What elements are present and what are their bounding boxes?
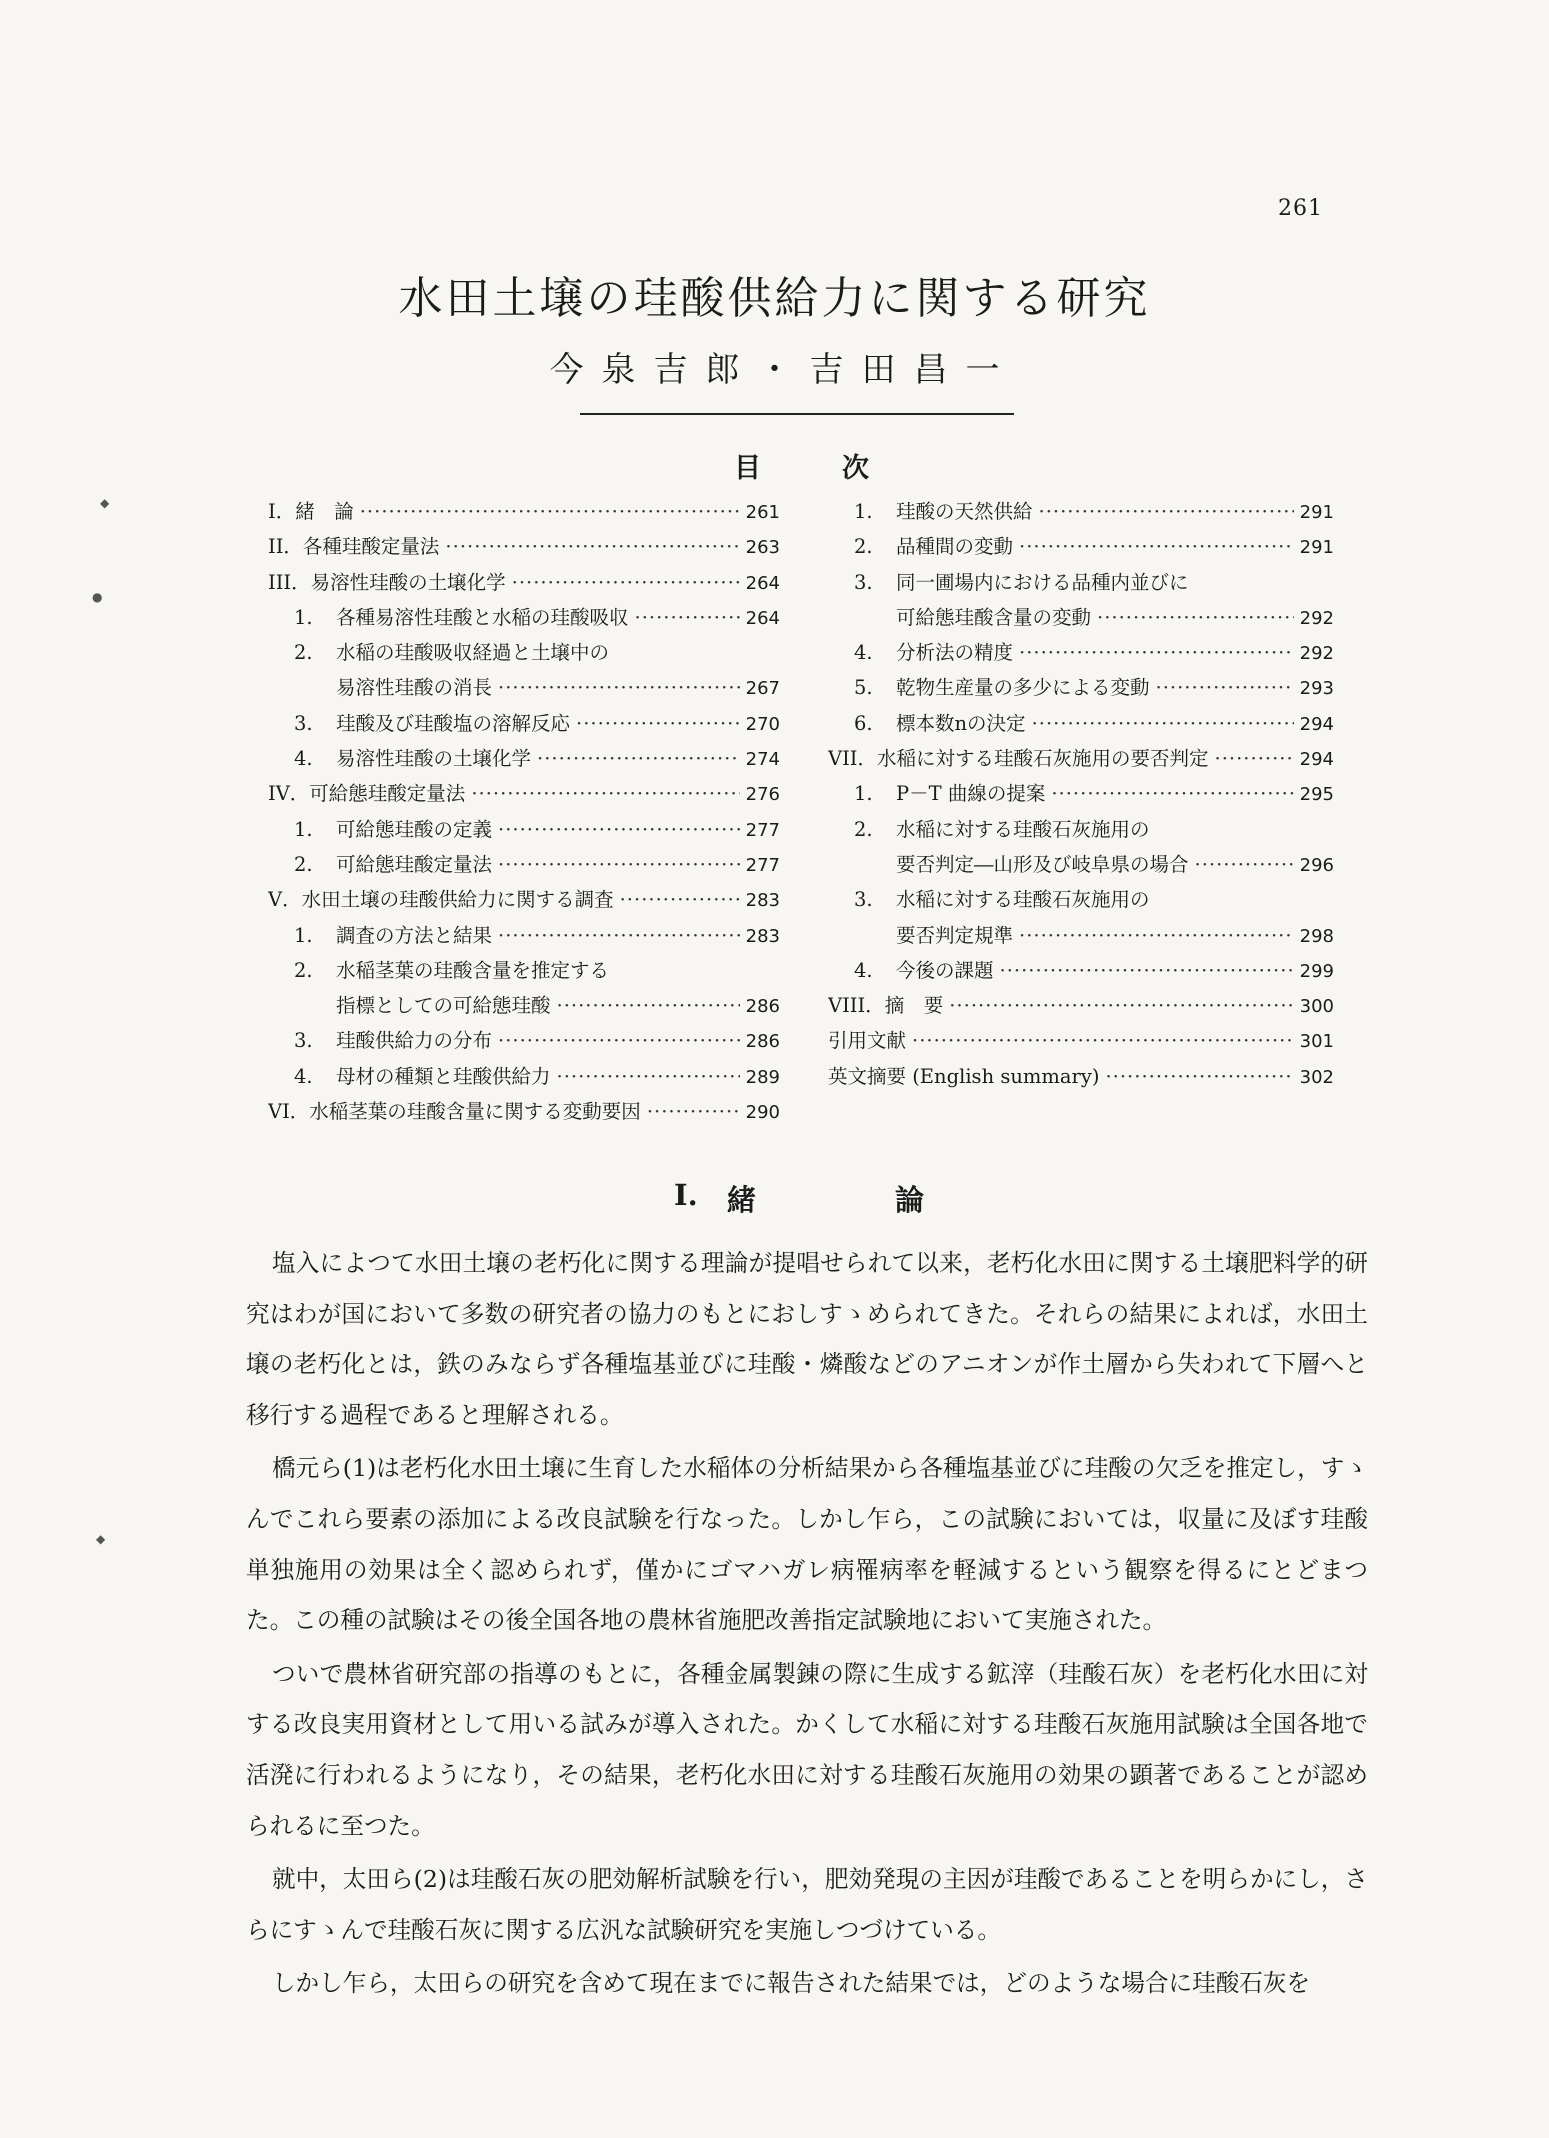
toc-leader-dots (498, 676, 740, 699)
toc-entry-label: 水稲に対する珪酸石灰施用の (896, 888, 1150, 912)
toc-entry-number: 3. (294, 1029, 313, 1053)
toc-leader-dots (537, 747, 740, 770)
toc-entry (268, 496, 780, 531)
toc-entry-page: 277 (745, 819, 780, 841)
toc-entry-page: 267 (745, 678, 780, 700)
toc-leader-dots (1215, 747, 1294, 770)
toc-entry-label: 水稲茎葉の珪酸含量に関する変動要因 (309, 1100, 641, 1124)
toc-entry (828, 496, 1334, 531)
toc-leader-dots (557, 1065, 740, 1088)
toc-entry-page: 276 (745, 784, 780, 806)
toc-entry-label: 可給態珪酸の定義 (336, 817, 493, 841)
toc-leader-dots (360, 500, 740, 523)
toc-entry-page: 270 (745, 713, 780, 735)
toc-entry-label: 珪酸供給力の分布 (336, 1029, 493, 1053)
toc-entry-page: 293 (1299, 678, 1334, 700)
toc-entry-page: 294 (1299, 713, 1334, 735)
toc-leader-dots (1032, 712, 1294, 735)
paragraph: 橋元ら(1)は老朽化水田土壌に生育した水稲体の分析結果から各種塩基並びに珪酸の欠乏を推定し，すゝんでこれら要素の添加による改良試験を行なった。しかし乍ら，この試験においては，収量に及ぼす珪酸単独施用の効果は全く認められず，僅かにゴマハガレ病罹病率を軽減するという観察を得るにとどまつた。この種の試験はその後全国各地の農林省施肥改善指定試験地において実施された。 (246, 1454, 1368, 1635)
toc-entry-label: 摘 要 (884, 994, 944, 1018)
toc-entry-label: 可給態珪酸含量の変動 (896, 605, 1092, 629)
toc-entry-page: 263 (745, 537, 780, 559)
toc-entry-page: 299 (1299, 960, 1334, 982)
toc-entry (268, 1025, 780, 1060)
toc-entry-number: 1. (294, 923, 313, 947)
toc-leader-dots (498, 1029, 740, 1052)
body-text (246, 1238, 1368, 2012)
toc-entry-number: 2. (294, 958, 313, 982)
toc-entry-label: 同一圃場内における品種内並びに (896, 570, 1189, 594)
toc-entry-page: 291 (1299, 537, 1334, 559)
toc-entry-label: P－T 曲線の提案 (896, 782, 1046, 806)
toc-entry-label: 分析法の精度 (896, 641, 1014, 665)
toc-entry (268, 531, 780, 566)
toc-entry-number: IV． (268, 782, 310, 806)
toc-heading-right: 次 (842, 453, 869, 484)
toc-leader-dots (557, 994, 740, 1017)
paragraph: ついで農林省研究部の指導のもとに，各種金属製錬の際に生成する鉱滓（珪酸石灰）を老朽化水田に対する改良実用資材として用いる試みが導入された。かくして水稲に対する珪酸石灰施用試験は全国各地で活溌に行われるようになり，その結果，老朽化水田に対する珪酸石灰施用の効果の顕著であることが認められるに至つた。 (246, 1659, 1368, 1840)
toc-entry (828, 814, 1334, 849)
title-rule (580, 413, 1014, 415)
toc-entry-number: 1. (854, 782, 873, 806)
toc-entry-label: 標本数nの決定 (896, 711, 1026, 735)
paragraph: しかし乍ら，太田らの研究を含めて現在までに報告された結果では，どのような場合に珪酸石灰を (271, 1969, 1311, 1998)
authors: 今泉吉郎・吉田昌一 (549, 350, 1018, 390)
toc-entry-number: VI． (268, 1100, 310, 1124)
toc-entry-label: 可給態珪酸定量法 (309, 782, 466, 806)
toc-entry-number: 3. (294, 711, 313, 735)
toc-entry (268, 1096, 780, 1131)
toc-entry-number: 6. (854, 711, 873, 735)
toc-leader-dots (1039, 500, 1294, 523)
toc-entry (268, 602, 780, 637)
toc-left-column (268, 496, 780, 1131)
toc-entry (828, 531, 1334, 566)
toc-entry-page: 261 (745, 502, 780, 523)
paragraph: 塩入によつて水田土壌の老朽化に関する理論が提唱せられて以来，老朽化水田に関する土壌肥料学的研究はわが国において多数の研究者の協力のもとにおしすゝめられてきた。それらの結果によれば，水田土壌の老朽化とは，鉄のみならず各種塩基並びに珪酸・燐酸などのアニオンが作土層から失われて下層へと移行する過程であると理解される。 (246, 1249, 1368, 1429)
toc-entry-label: 易溶性珪酸の土壌化学 (310, 570, 506, 594)
toc-entry (268, 884, 780, 919)
toc-entry-number: 5. (854, 676, 873, 700)
toc-entry-number: 4. (294, 747, 313, 771)
toc-heading-left: 目 (734, 453, 761, 484)
toc-entry-label: 指標としての可給態珪酸 (336, 994, 551, 1018)
toc-entry (268, 637, 780, 672)
toc-entry-page: 296 (1299, 854, 1334, 876)
toc-entry (828, 778, 1334, 813)
toc-entry (268, 743, 780, 778)
toc-entry-number: 1. (294, 817, 313, 841)
toc-entry-label: 易溶性珪酸の消長 (336, 676, 493, 700)
toc-entry-page: 301 (1299, 1031, 1334, 1053)
toc-entry (828, 567, 1334, 602)
toc-leader-dots (1097, 606, 1294, 629)
toc-entry-number: 4. (854, 641, 873, 665)
toc-leader-dots (498, 924, 740, 947)
toc-entry-label: 英文摘要 (English summary) (828, 1064, 1100, 1088)
toc-entry-label: 品種間の変動 (896, 535, 1014, 559)
toc-entry (828, 637, 1334, 672)
toc-entry-page: 290 (745, 1102, 780, 1124)
toc-entry-page: 286 (745, 1031, 780, 1053)
toc-entry (268, 849, 780, 884)
toc-entry (268, 920, 780, 955)
section-title-b: 論 (894, 1183, 924, 1217)
toc-entry-page: 300 (1299, 996, 1334, 1018)
paper-title: 水田土壌の珪酸供給力に関する研究 (398, 273, 1151, 324)
toc-entry (828, 1061, 1334, 1096)
scan-mark: ◆ (96, 1532, 106, 1546)
toc-entry-page: 264 (745, 572, 780, 594)
toc-leader-dots (1000, 959, 1294, 982)
scan-mark: ● (92, 590, 103, 604)
toc-entry-number: III． (268, 570, 311, 594)
toc-entry (268, 672, 780, 707)
page-number: 261 (1278, 196, 1323, 221)
toc-leader-dots (647, 1100, 740, 1123)
toc-entry-page: 289 (745, 1066, 780, 1088)
paragraph: 就中，太田ら(2)は珪酸石灰の肥効解析試験を行い，肥効発現の主因が珪酸であることを明らかにし，さらにすゝんで珪酸石灰に関する広汎な試験研究を実施しつづけている。 (246, 1865, 1368, 1944)
toc-entry-page: 294 (1299, 749, 1334, 771)
toc-entry (268, 567, 780, 602)
toc-leader-dots (1019, 535, 1294, 558)
toc-entry (828, 1025, 1334, 1060)
toc-entry-page: 283 (745, 925, 780, 947)
toc-entry (828, 708, 1334, 743)
toc-entry-number: 2. (854, 817, 873, 841)
toc-entry-page: 302 (1299, 1066, 1334, 1088)
toc-entry-number: VII． (828, 747, 877, 771)
toc-leader-dots (471, 782, 739, 805)
toc-leader-dots (498, 818, 740, 841)
toc-entry-label: 水稲茎葉の珪酸含量を推定する (336, 958, 610, 982)
toc-entry-label: 水田土壌の珪酸供給力に関する調査 (301, 888, 614, 912)
toc-entry-label: 水稲に対する珪酸石灰施用の要否判定 (877, 747, 1209, 771)
toc-entry (828, 990, 1334, 1025)
toc-entry (828, 602, 1334, 637)
toc-leader-dots (912, 1029, 1294, 1052)
toc-entry-number: I． (268, 500, 296, 523)
toc-entry (828, 743, 1334, 778)
toc-entry (268, 778, 780, 813)
toc-entry-label: 各種珪酸定量法 (302, 535, 440, 559)
section-heading (674, 1178, 924, 1219)
toc-leader-dots (1195, 853, 1294, 876)
toc-entry-number: 1. (854, 500, 873, 523)
toc-leader-dots (1051, 782, 1293, 805)
toc-leader-dots (512, 571, 740, 594)
toc-leader-dots (498, 853, 740, 876)
section-number: I. (674, 1178, 698, 1212)
toc-entry-label: 水稲に対する珪酸石灰施用の (896, 817, 1150, 841)
toc-entry-number: II． (268, 535, 303, 559)
toc-entry (828, 849, 1334, 884)
toc-entry-label: 各種易溶性珪酸と水稲の珪酸吸収 (336, 605, 629, 629)
toc-entry-label: 乾物生産量の多少による変動 (896, 676, 1150, 700)
toc-entry-number: 4. (854, 958, 873, 982)
toc-entry-number: V． (268, 888, 302, 912)
toc-right-column (828, 496, 1334, 1096)
toc-entry (828, 672, 1334, 707)
toc-entry-page: 283 (745, 890, 780, 912)
toc-leader-dots (949, 994, 1293, 1017)
toc-entry-label: 母材の種類と珪酸供給力 (336, 1064, 551, 1088)
toc-leader-dots (1019, 924, 1294, 947)
toc-leader-dots (445, 535, 739, 558)
toc-entry-page: 274 (745, 749, 780, 771)
toc-entry-label: 調査の方法と結果 (336, 923, 493, 947)
toc-entry-page: 295 (1299, 784, 1334, 806)
toc-entry-number: 4. (294, 1064, 313, 1088)
toc-entry-label: 可給態珪酸定量法 (336, 852, 493, 876)
toc-entry-label: 要否判定―山形及び岐阜県の場合 (896, 852, 1189, 876)
toc-entry (828, 920, 1334, 955)
toc-entry-label: 水稲の珪酸吸収経過と土壌中の (336, 641, 610, 665)
toc-entry-label: 珪酸の天然供給 (896, 500, 1033, 523)
toc-entry-number: 2. (854, 535, 873, 559)
section-title-a: 緒 (726, 1183, 756, 1217)
toc-entry-label: 珪酸及び珪酸塩の溶解反応 (336, 711, 571, 735)
toc-leader-dots (576, 712, 740, 735)
toc-entry-page: 264 (745, 607, 780, 629)
toc-entry (828, 955, 1334, 990)
toc-entry-number: 3. (854, 570, 873, 594)
toc-entry (268, 955, 780, 990)
toc-entry-number: VIII． (828, 994, 885, 1018)
toc-entry-label: 今後の課題 (896, 958, 994, 982)
toc-entry-label: 引用文献 (828, 1029, 907, 1053)
toc-entry (268, 1061, 780, 1096)
toc-entry-label: 緒 論 (295, 500, 354, 523)
toc-entry (268, 708, 780, 743)
toc-entry-page: 277 (745, 854, 780, 876)
toc-entry-label: 易溶性珪酸の土壌化学 (336, 747, 532, 771)
toc-leader-dots (1019, 641, 1294, 664)
toc-entry (268, 814, 780, 849)
toc-entry (268, 990, 780, 1025)
toc-entry-page: 291 (1299, 502, 1334, 523)
toc-entry-number: 2. (294, 852, 313, 876)
toc-entry-page: 286 (745, 996, 780, 1018)
toc-entry-page: 298 (1299, 925, 1334, 947)
toc-leader-dots (1156, 676, 1294, 699)
toc-entry-number: 1. (294, 605, 313, 629)
toc-leader-dots (1105, 1065, 1293, 1088)
toc-entry (828, 884, 1334, 919)
toc-entry-page: 292 (1299, 607, 1334, 629)
toc-entry-label: 要否判定規準 (896, 923, 1014, 947)
toc-entry-page: 292 (1299, 643, 1334, 665)
toc-entry-number: 3. (854, 888, 873, 912)
toc-leader-dots (635, 606, 740, 629)
toc-leader-dots (620, 888, 740, 911)
scan-mark: ◆ (100, 496, 110, 510)
toc-entry-number: 2. (294, 641, 313, 665)
